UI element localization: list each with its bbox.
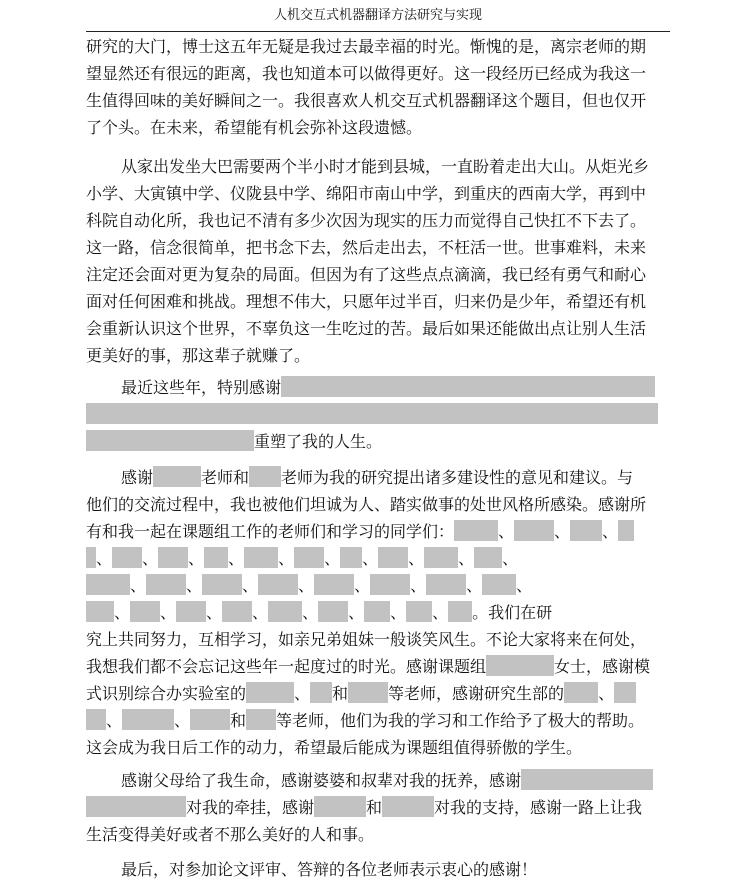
text-segment: 女士，感谢模 (554, 657, 651, 676)
text-line: 生值得回味的美好瞬间之一。我很喜欢人机交互式机器翻译这个题目，但也仅开 (86, 91, 647, 110)
redaction-box (514, 520, 554, 541)
redaction-box (249, 466, 281, 487)
redaction-box (86, 709, 106, 730)
separator: 、 (408, 549, 425, 568)
text-line: 他们的交流过程中，我也被他们坦诚为人、踏实做事的处世风格所感染。感谢所 (86, 495, 647, 514)
separator: 、 (294, 684, 311, 703)
text-segment: 老师和 (201, 468, 250, 487)
redaction-box (281, 376, 655, 397)
redaction-box (158, 547, 188, 568)
separator: 、 (228, 549, 245, 568)
separator: 、 (354, 576, 371, 595)
separator: 、 (362, 549, 379, 568)
text-segment: 和 (366, 798, 383, 817)
text-line (86, 573, 660, 599)
text-line: 究上共同努力，互相学习，如亲兄弟姐妹一般谈笑风生。不论大家将来在何处， (86, 630, 647, 649)
text-line: 研究的大门，博士这五年无疑是我过去最幸福的时光。惭愧的是，离宗老师的期 (86, 37, 647, 56)
separator: 、 (390, 603, 407, 622)
separator: 、 (410, 576, 427, 595)
redaction-box (406, 601, 432, 622)
text-line (86, 546, 660, 572)
redaction-box (86, 574, 130, 595)
text-line: 最后，对参加论文评审、答辩的各位老师表示衷心的感谢！ (121, 860, 538, 879)
redaction-box (424, 547, 458, 568)
text-line: 科院自动化所，我也记不清有多少次因为现实的压力而觉得自己快扛不下去了。 (86, 211, 647, 230)
text-line: 小学、大寅镇中学、仪陇县中学、绵阳市南山中学，到重庆的西南大学，再到中 (86, 184, 647, 203)
text-segment: 老师为我的研究提出诸多建设性的意见和建议。与 (281, 468, 634, 487)
text-line: 这会成为我日后工作的动力，希望最后能成为课题组值得骄傲的学生。 (86, 738, 583, 757)
text-segment: 重塑了我的人生。 (254, 432, 383, 451)
text-segment: 有和我一起在课题组工作的老师们和学习的同学们： (86, 522, 455, 541)
text-segment: 对我的牵挂，感谢 (186, 798, 315, 817)
separator: 、 (130, 576, 147, 595)
redaction-box (258, 574, 298, 595)
separator: 、 (278, 549, 295, 568)
redaction-box (204, 547, 228, 568)
redaction-box (153, 466, 201, 487)
separator: 、 (602, 522, 619, 541)
redaction-box (454, 520, 498, 541)
separator: 、 (96, 549, 113, 568)
separator: 、 (302, 603, 319, 622)
redaction-box (176, 601, 206, 622)
redaction-box (294, 547, 324, 568)
redaction-box (268, 601, 302, 622)
redaction-box (202, 574, 242, 595)
text-line (86, 600, 660, 626)
redaction-box (314, 574, 354, 595)
text-line (86, 681, 660, 707)
text-line (86, 795, 660, 821)
text-line (86, 429, 660, 455)
redaction-box (246, 682, 294, 703)
redaction-box (310, 682, 332, 703)
text-line: 更美好的事，那这辈子就赚了。 (86, 346, 311, 365)
redaction-box (86, 547, 96, 568)
separator: 、 (554, 522, 571, 541)
separator: 、 (114, 603, 131, 622)
text-segment: 对我的支持，感谢一路上让我 (434, 798, 643, 817)
redaction-box (318, 601, 348, 622)
redaction-box (448, 601, 472, 622)
text-line: 生活变得美好或者不那么美好的人和事。 (86, 825, 375, 844)
redaction-box (618, 520, 634, 541)
redaction-box (222, 601, 252, 622)
text-segment: 。我们在研 (472, 603, 553, 622)
redaction-box (244, 547, 278, 568)
text-line: 注定还会面对更为复杂的局面。但因为有了这些点点滴滴，我已经有勇气和耐心 (86, 265, 647, 284)
text-line: 从家出发坐大巴需要两个半小时才能到县城，一直盼着走出大山。从炬光乡 (121, 157, 650, 176)
redaction-box (246, 709, 276, 730)
separator: 、 (348, 603, 365, 622)
redaction-box (382, 796, 434, 817)
redaction-box (146, 574, 186, 595)
separator: 、 (466, 576, 483, 595)
text-line: 这一路，信念很简单，把书念下去，然后走出去，不枉活一世。世事难料，未来 (86, 238, 647, 257)
redaction-box (86, 796, 186, 817)
text-line: 会重新认识这个世界，不辜负这一生吃过的苦。最后如果还能做出点让别人生活 (86, 319, 647, 338)
text-line: 了个头。在未来，希望能有机会弥补这段遗憾。 (86, 118, 423, 137)
separator: 、 (174, 711, 191, 730)
text-segment: 我想我们都不会忘记这些年一起度过的时光。感谢课题组 (86, 657, 487, 676)
text-segment: 等老师，他们为我的学习和工作给予了极大的帮助。 (276, 711, 645, 730)
redaction-box (86, 403, 658, 424)
text-segment: 和 (332, 684, 349, 703)
redaction-box (86, 430, 254, 451)
separator: 、 (502, 549, 519, 568)
redaction-box (378, 547, 408, 568)
text-line: 望显然还有很远的距离，我也知道本可以做得更好。这一段经历已经成为我这一 (86, 64, 647, 83)
separator: 、 (298, 576, 315, 595)
separator: 、 (142, 549, 159, 568)
redaction-box (474, 547, 502, 568)
separator: 、 (186, 576, 203, 595)
separator: 、 (598, 684, 615, 703)
text-line (86, 708, 660, 734)
redaction-box (86, 601, 114, 622)
redaction-box (426, 574, 466, 595)
separator: 、 (498, 522, 515, 541)
separator: 、 (458, 549, 475, 568)
redaction-box (482, 574, 516, 595)
separator: 、 (516, 576, 533, 595)
text-line (121, 375, 660, 401)
redaction-box (364, 601, 390, 622)
text-segment: 感谢 (121, 468, 154, 487)
redaction-box (190, 709, 230, 730)
separator: 、 (106, 711, 123, 730)
redaction-box (521, 769, 653, 790)
separator: 、 (252, 603, 269, 622)
header-rule (86, 31, 670, 32)
text-line (86, 519, 660, 545)
redaction-box (348, 682, 388, 703)
text-segment: 等老师，感谢研究生部的 (388, 684, 565, 703)
text-line (121, 465, 660, 491)
separator: 、 (188, 549, 205, 568)
separator: 、 (206, 603, 223, 622)
redaction-box (314, 796, 366, 817)
separator: 、 (160, 603, 177, 622)
text-segment: 式识别综合办实验室的 (86, 684, 247, 703)
separator: 、 (324, 549, 341, 568)
redaction-box (122, 709, 174, 730)
redaction-box (340, 547, 362, 568)
separator: 、 (242, 576, 259, 595)
redaction-box (564, 682, 598, 703)
running-header: 人机交互式机器翻译方法研究与实现 (273, 8, 482, 23)
redaction-box (614, 682, 636, 703)
separator: 、 (432, 603, 449, 622)
redaction-box (130, 601, 160, 622)
redaction-box (486, 655, 554, 676)
text-line (121, 768, 660, 794)
text-segment: 感谢父母给了我生命，感谢婆婆和叔辈对我的抚养，感谢 (121, 771, 522, 790)
redaction-box (370, 574, 410, 595)
text-line: 面对任何困难和挑战。理想不伟大，只愿年过半百，归来仍是少年，希望还有机 (86, 292, 647, 311)
redaction-box (570, 520, 602, 541)
text-line (86, 402, 660, 428)
text-segment: 最近这些年，特别感谢 (121, 378, 282, 397)
text-segment: 和 (230, 711, 247, 730)
redaction-box (112, 547, 142, 568)
text-line (86, 654, 660, 680)
